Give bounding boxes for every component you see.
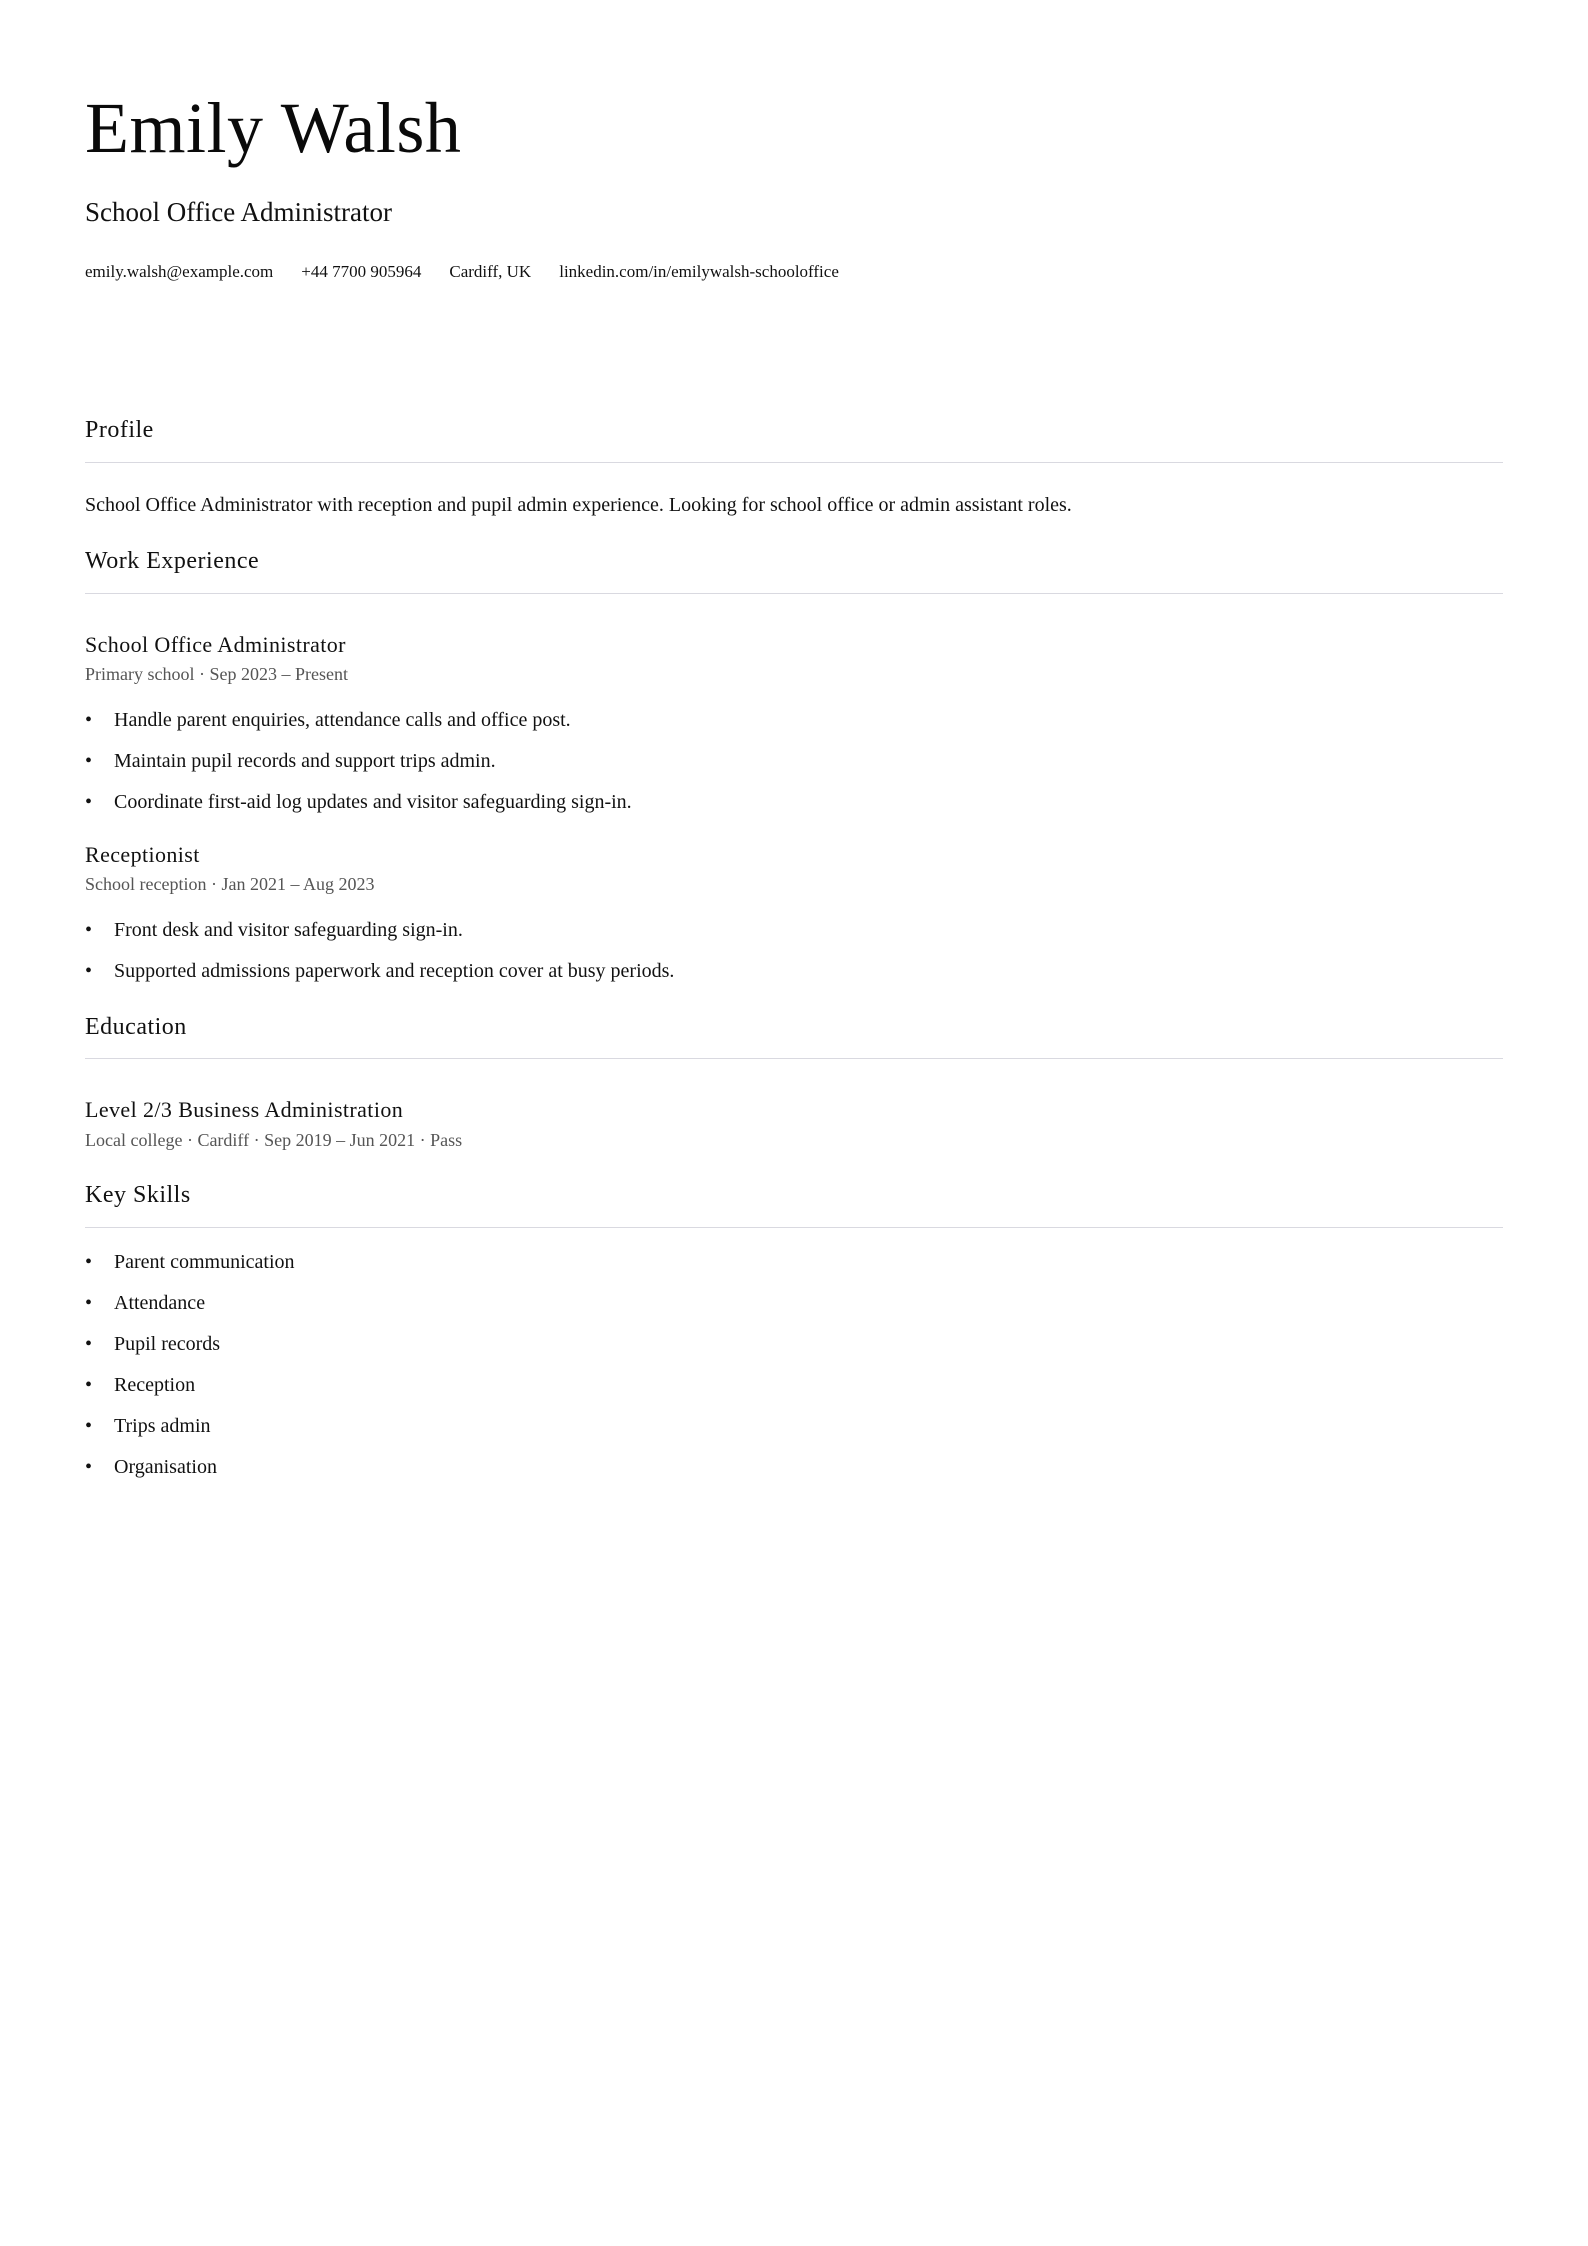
candidate-headline: School Office Administrator (85, 197, 392, 227)
job-bullets (85, 918, 1503, 983)
job-bullet: • Front desk and visitor safeguarding sign-in. (85, 918, 1503, 942)
section-title-skills: Key Skills (85, 1181, 1503, 1228)
skills-list (85, 1250, 1503, 1479)
job-bullet: • Supported admissions paperwork and reception cover at busy periods. (85, 959, 1503, 983)
skill-item: • Parent communication (85, 1250, 1503, 1274)
skill-item: • Reception (85, 1373, 1503, 1397)
job-title: Receptionist (85, 841, 200, 867)
education-entry (85, 1097, 1503, 1151)
contact-phone[interactable]: +44 7700 905964 (301, 262, 422, 281)
resume-content (85, 416, 1503, 1496)
skill-item: • Trips admin (85, 1414, 1503, 1438)
section-title-education: Education (85, 1013, 1503, 1060)
contact-bar (85, 262, 839, 282)
contact-email[interactable]: emily.walsh@example.com (85, 262, 274, 281)
job-bullets (85, 708, 1503, 814)
job-meta: School reception · Jan 2021 – Aug 2023 (85, 873, 375, 894)
job-title: School Office Administrator (85, 631, 346, 657)
job-bullet: • Maintain pupil records and support trips admin. (85, 749, 1503, 773)
job-entry (85, 842, 1503, 983)
education-section (85, 1013, 1503, 1152)
skill-item: • Attendance (85, 1291, 1503, 1315)
education-title: Level 2/3 Business Administration (85, 1097, 404, 1123)
candidate-name: Emily Walsh (85, 88, 462, 168)
skill-item: • Organisation (85, 1455, 1503, 1479)
job-bullet: • Handle parent enquiries, attendance calls and office post. (85, 708, 1503, 732)
contact-linkedin[interactable]: linkedin.com/in/emilywalsh-schooloffice (559, 262, 839, 281)
job-bullet: • Coordinate first-aid log updates and visitor safeguarding sign-in. (85, 790, 1503, 814)
job-entry (85, 632, 1503, 814)
skills-section (85, 1181, 1503, 1479)
experience-section (85, 547, 1503, 983)
section-title-profile: Profile (85, 416, 1503, 463)
section-title-experience: Work Experience (85, 547, 1503, 594)
contact-location: Cardiff, UK (449, 262, 532, 281)
job-meta: Primary school · Sep 2023 – Present (85, 663, 348, 684)
education-meta: Local college · Cardiff · Sep 2019 – Jun 2021 · Pass (85, 1129, 463, 1150)
skill-item: • Pupil records (85, 1332, 1503, 1356)
profile-summary: School Office Administrator with reception and pupil admin experience. Looking for school office or admin assistant roles. (85, 493, 1072, 516)
profile-section (85, 416, 1503, 517)
